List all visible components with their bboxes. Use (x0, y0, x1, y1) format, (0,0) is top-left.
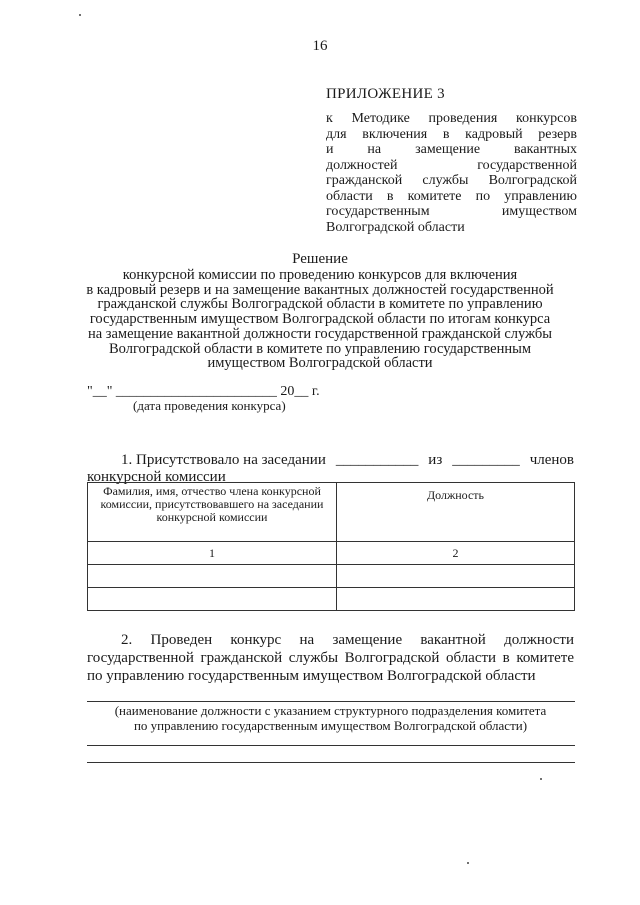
paragraph-contest (87, 631, 574, 685)
table-row (88, 565, 575, 588)
position-caption (87, 703, 574, 733)
position-caption-line: по управлению государственным имуществом Волгоградской области) (133, 718, 528, 733)
table-cell-empty (88, 588, 337, 611)
attendance-blank-present: ___________ (335, 452, 419, 468)
decision-text (60, 268, 580, 371)
decision-line: Волгоградской области в комитете по управлению государственным (108, 340, 532, 357)
date-caption: (дата проведения конкурса) (133, 398, 286, 413)
scan-mark (467, 862, 469, 864)
decision-title: Решение (292, 251, 348, 267)
attendance-text: 1. Присутствовало на заседании (121, 452, 326, 468)
attendance-blank-total: _________ (452, 452, 520, 468)
page-number: 16 (312, 38, 328, 54)
table-cell-empty (337, 565, 575, 588)
appendix-line: для включения в кадровый резерв (326, 126, 577, 142)
appendix-line: к Методике проведения конкурсов (326, 111, 577, 126)
appendix-line: и на замещение вакантных (326, 142, 577, 157)
appendix-line: государственным имуществом (326, 204, 577, 219)
table-cell-empty (88, 565, 337, 588)
appendix-line: должностей государственной (326, 157, 577, 173)
date-line: "__" _______________________ 20__ г. (87, 384, 320, 399)
attendance-text-of: из (428, 452, 443, 468)
index-cell: 2 (337, 542, 575, 565)
appendix-line: гражданской службы Волгоградской (326, 173, 577, 188)
fill-line (87, 762, 575, 763)
appendix-line: области в комитете по управлению (326, 188, 577, 204)
index-cell: 1 (88, 542, 337, 565)
paragraph-attendance (87, 452, 574, 486)
contest-line: по управлению государственным имуществом Волгоградской области (87, 668, 536, 684)
attendance-text-commission: конкурсной комиссии (87, 469, 226, 485)
decision-line: на замещение вакантной должности государственной гражданской службы (87, 325, 553, 342)
contest-line: государственной гражданской службы Волгоградской области в комитете (87, 650, 574, 666)
decision-line: гражданской службы Волгоградской области в комитете по управлению (97, 296, 543, 313)
attendance-text-members: членов (529, 452, 574, 468)
decision-line: имуществом Волгоградской области (207, 355, 433, 372)
appendix-line: Волгоградской области (326, 219, 465, 235)
header-member-name: Фамилия, имя, отчество члена конкурсной комиссии, присутствовавшего на заседании конкурсной комиссии (88, 483, 337, 542)
table-header-row (88, 483, 575, 542)
decision-line: конкурсной комиссии по проведению конкурсов для включения (122, 267, 518, 283)
table-index-row (88, 542, 575, 565)
members-table (87, 482, 575, 611)
table-cell-empty (337, 588, 575, 611)
appendix-title: ПРИЛОЖЕНИЕ 3 (326, 86, 445, 102)
decision-line: государственным имуществом Волгоградской области по итогам конкурса (89, 311, 551, 328)
table-row (88, 588, 575, 611)
scan-mark (79, 14, 81, 16)
decision-line: в кадровый резерв и на замещение вакантных должностей государственной (86, 281, 554, 298)
contest-line: 2. Проведен конкурс на замещение вакантной должности (121, 632, 574, 648)
scan-mark (540, 778, 542, 780)
appendix-text (326, 111, 577, 235)
fill-line (87, 701, 575, 702)
position-caption-line: (наименование должности с указанием структурного подразделения комитета (114, 703, 547, 718)
header-position: Должность (337, 483, 575, 542)
fill-line (87, 745, 575, 746)
